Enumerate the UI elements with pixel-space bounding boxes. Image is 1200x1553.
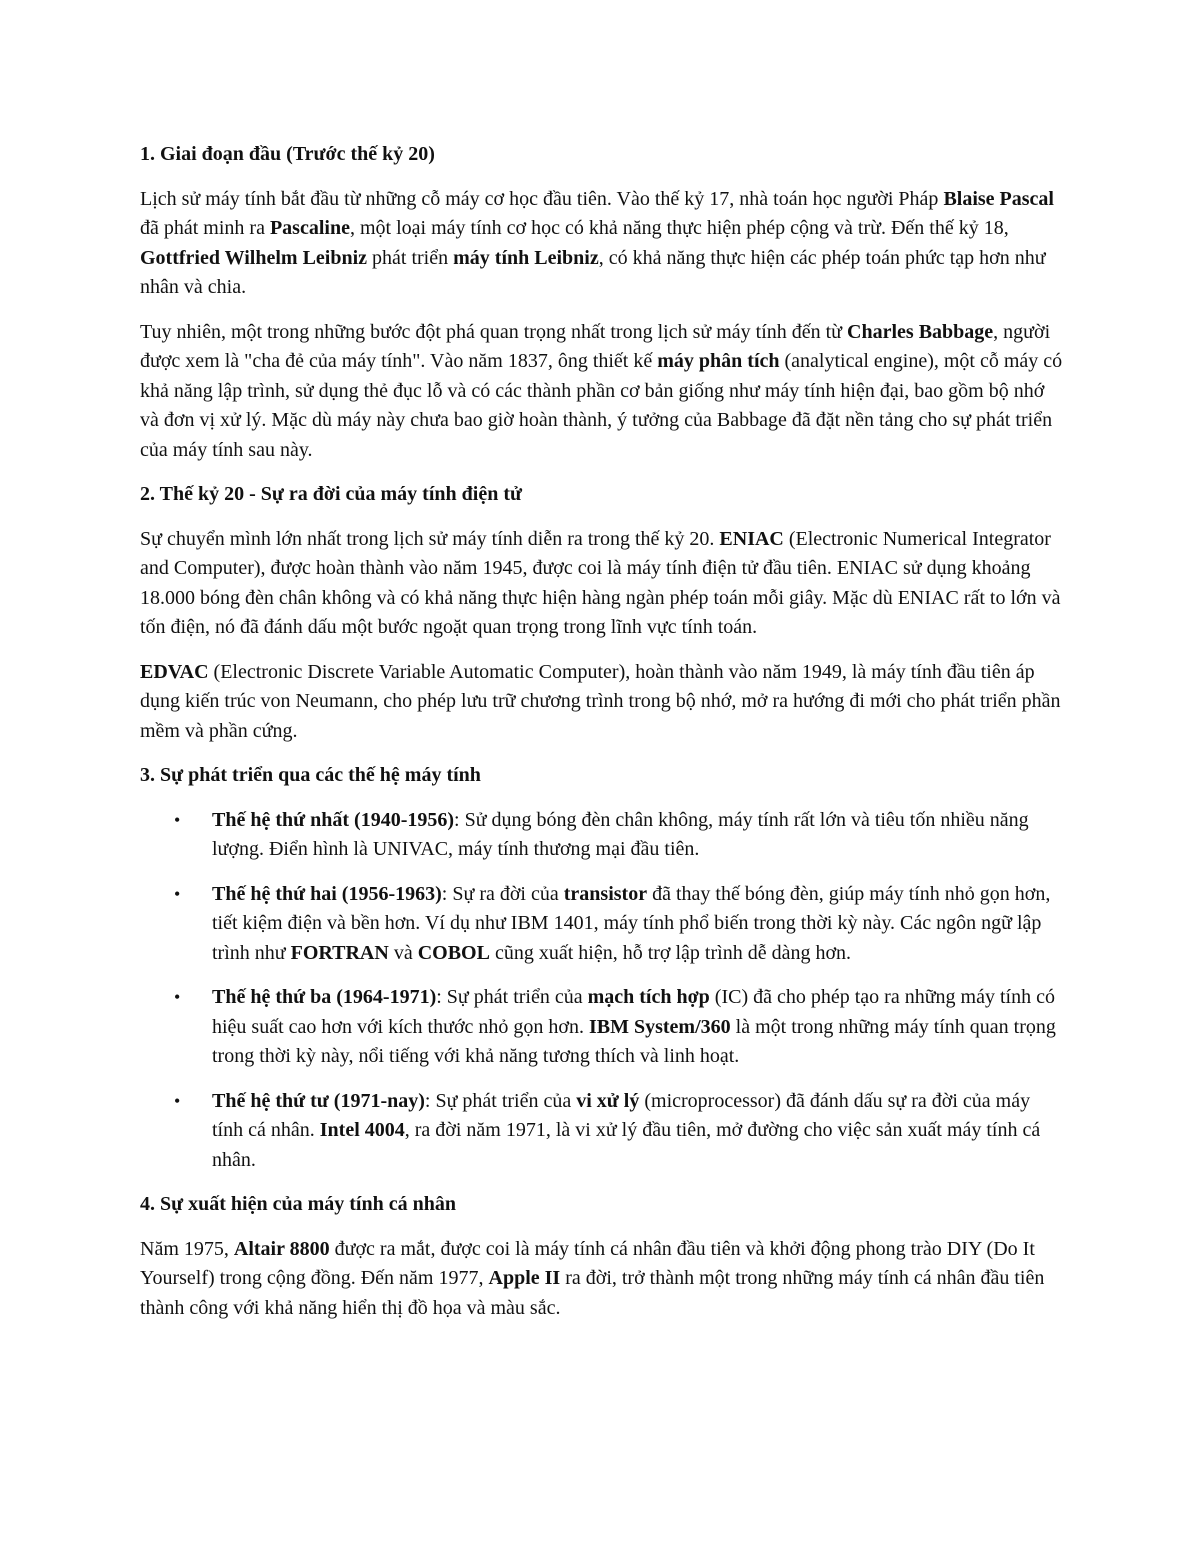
bold-term: vi xử lý [576, 1089, 640, 1112]
text-run: phát triển [367, 246, 454, 269]
bold-term: Apple II [488, 1267, 561, 1289]
text-run: đã thay thế bóng đèn, giúp máy tính nhỏ gọn hơn, tiết kiệm điện và bền hơn. Ví dụ như IBM 1401, máy tính phổ biến trong thời kỳ này. Các ngôn ngữ lập trình như [212, 882, 1051, 964]
text-run: : Sử dụng bóng đèn chân không, máy tính rất lớn và tiêu tốn nhiều năng lượng. Điển hình là UNIVAC, máy tính thương mại đầu tiên. [212, 808, 1029, 860]
text-run: (Electronic Numerical Integrator and Computer), được hoàn thành vào năm 1945, được coi là máy tính điện tử đầu tiên. ENIAC sử dụng khoảng 18.000 bóng đèn chân không và có khả năng thực hiện hàng ngàn phép toán mỗi giây. Mặc dù ENIAC rất to lớn và tốn điện, nó đã đánh dấu một bước ngoặt quan trọng trong lĩnh vực tính toán. [140, 527, 1061, 638]
paragraph [140, 185, 1065, 303]
bullet-icon: • [174, 987, 181, 1007]
bold-term: IBM System/360 [588, 1015, 731, 1038]
bold-term: mạch tích hợp [587, 986, 710, 1008]
text-run: : Sự phát triển của [424, 1089, 577, 1112]
bold-term: transistor [563, 882, 648, 905]
text-run: (analytical engine), một cỗ máy có khả năng lập trình, sử dụng thẻ đục lỗ và có các thành phần cơ bản giống như máy tính hiện đại, bao gồm bộ nhớ và đơn vị xử lý. Mặc dù máy này chưa bao giờ hoàn thành, ý tưởng của Babbage đã đặt nền tảng cho sự phát triển của máy tính sau này. [140, 350, 1063, 461]
bold-term: Thế hệ thứ ba (1964-1971) [212, 986, 437, 1008]
section-heading-4: 4. Sự xuất hiện của máy tính cá nhân [140, 1193, 456, 1215]
paragraph [140, 318, 1065, 466]
text-run: , có khả năng thực hiện các phép toán phức tạp hơn như nhân và chia. [140, 246, 1046, 298]
list-item [140, 983, 1065, 1072]
bullet-icon: • [174, 809, 181, 830]
generations-list [140, 806, 1065, 1176]
text-run: (IC) đã cho phép tạo ra những máy tính có hiệu suất cao hơn với kích thước nhỏ gọn hơn. [212, 986, 1055, 1038]
list-item [140, 806, 1065, 865]
section-heading-3: 3. Sự phát triển qua các thế hệ máy tính [140, 764, 481, 786]
text-run: cũng xuất hiện, hỗ trợ lập trình dễ dàng hơn. [489, 941, 852, 964]
bold-term: Pascaline [269, 217, 350, 239]
text-run: được ra mắt, được coi là máy tính cá nhân đầu tiên và khởi động phong trào DIY (Do It Yourself) trong cộng đồng. Đến năm 1977, [140, 1237, 1035, 1289]
bold-term: Thế hệ thứ hai (1956-1963) [212, 882, 442, 905]
paragraph [140, 525, 1065, 643]
paragraph [140, 1235, 1065, 1324]
bold-term: Gottfried Wilhelm Leibniz [140, 246, 368, 269]
text-run: đã phát minh ra [140, 217, 270, 239]
bold-term: FORTRAN [290, 941, 389, 964]
text-run: Lịch sử máy tính bắt đầu từ những cỗ máy cơ học đầu tiên. Vào thế kỷ 17, nhà toán học người Pháp [140, 187, 944, 210]
bold-term: Thế hệ thứ tư (1971-nay) [212, 1089, 425, 1112]
bullet-icon: • [174, 883, 181, 904]
text-run: : Sự ra đời của [441, 882, 564, 905]
text-run: : Sự phát triển của [436, 986, 588, 1008]
text-run: , ra đời năm 1971, là vi xử lý đầu tiên, mở đường cho việc sản xuất máy tính cá nhân. [212, 1119, 1041, 1171]
text-run: , một loại máy tính cơ học có khả năng thực hiện phép cộng và trừ. Đến thế kỷ 18, [349, 217, 1009, 239]
bold-term: Intel 4004 [319, 1119, 405, 1141]
bold-term: máy tính Leibniz [453, 246, 599, 269]
document-page [140, 140, 1065, 1338]
list-item [140, 1087, 1065, 1176]
text-run: ra đời, trở thành một trong những máy tính cá nhân đầu tiên thành công với khả năng hiển thị đồ họa và màu sắc. [140, 1267, 1045, 1319]
bold-term: EDVAC [140, 660, 209, 683]
text-run: là một trong những máy tính quan trọng trong thời kỳ này, nổi tiếng với khả năng tương thích và linh hoạt. [212, 1015, 1056, 1067]
section-heading-2: 2. Thế kỷ 20 - Sự ra đời của máy tính điện tử [140, 483, 522, 505]
text-run: (microprocessor) đã đánh dấu sự ra đời của máy tính cá nhân. [212, 1089, 1031, 1141]
text-run: Tuy nhiên, một trong những bước đột phá quan trọng nhất trong lịch sử máy tính đến từ [140, 320, 848, 343]
text-run: và [388, 941, 418, 964]
bold-term: Charles Babbage [847, 320, 994, 343]
bold-term: Blaise Pascal [943, 187, 1054, 210]
bold-term: ENIAC [719, 527, 784, 550]
bold-term: máy phân tích [657, 350, 780, 372]
list-item [140, 880, 1065, 969]
paragraph [140, 658, 1065, 747]
text-run: (Electronic Discrete Variable Automatic Computer), hoàn thành vào năm 1949, là máy tính đầu tiên áp dụng kiến trúc von Neumann, cho phép lưu trữ chương trình trong bộ nhớ, mở ra hướng đi mới cho phát triển phần mềm và phần cứng. [140, 660, 1061, 742]
text-run: Năm 1975, [140, 1237, 234, 1260]
text-run: , người được xem là "cha đẻ của máy tính". Vào năm 1837, ông thiết kế [140, 320, 1051, 372]
text-run: Sự chuyển mình lớn nhất trong lịch sử máy tính diễn ra trong thế kỷ 20. [140, 527, 720, 550]
bold-term: Altair 8800 [233, 1237, 330, 1260]
bullet-icon: • [174, 1090, 181, 1111]
section-heading-1: 1. Giai đoạn đầu (Trước thế kỷ 20) [140, 143, 435, 165]
bold-term: Thế hệ thứ nhất (1940-1956) [212, 808, 455, 831]
bold-term: COBOL [417, 941, 490, 964]
